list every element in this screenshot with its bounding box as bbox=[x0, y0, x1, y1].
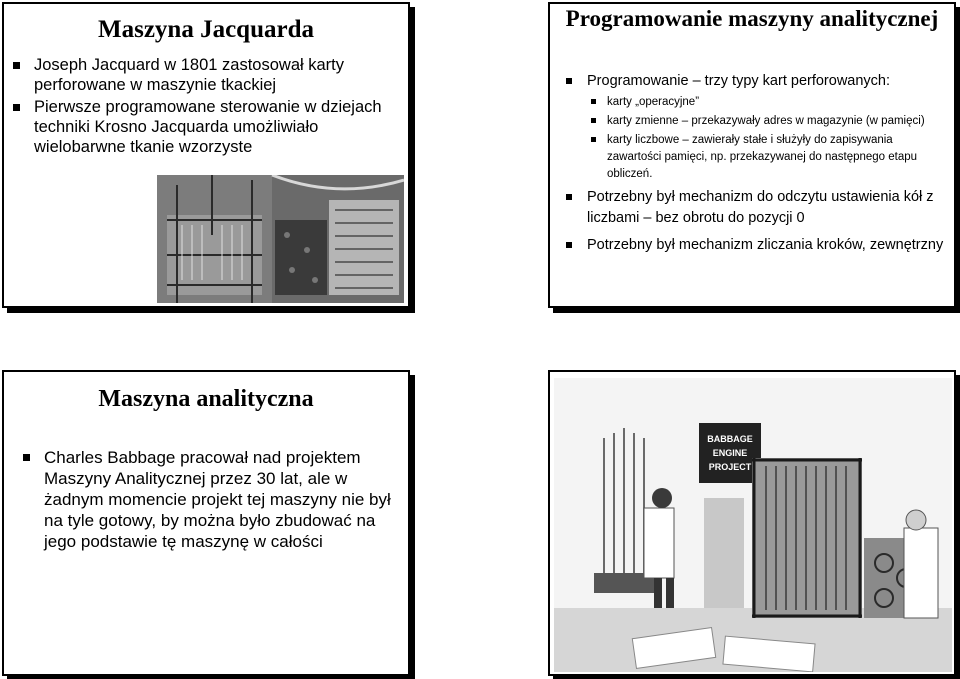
slide-programming bbox=[548, 2, 956, 308]
slide-analytical-engine bbox=[2, 370, 410, 676]
slide-engine-photo bbox=[548, 370, 956, 676]
sign-line-3: PROJECT bbox=[708, 462, 752, 472]
bullet-item: Potrzebny był mechanizm do odczytu ustawienia kół z liczbami – bez obrotu do pozycji 0 bbox=[559, 187, 944, 229]
bullet-text: Programowanie – trzy typy kart perforowanych: bbox=[587, 73, 891, 89]
bullet-item: Joseph Jacquard w 1801 zastosował karty perforowane w maszynie tkackiej bbox=[6, 55, 396, 95]
sub-bullet-item: karty liczbowe – zawierały stałe i służyły do zapisywania zawartości pamięci, np. przekazywanej do następnego etapu obliczeń. bbox=[587, 132, 944, 183]
sign-line-2: ENGINE bbox=[712, 448, 748, 458]
sub-bullet-item: karty „operacyjne” bbox=[587, 94, 944, 111]
sub-bullet-list bbox=[587, 94, 944, 183]
slide-title: Maszyna analityczna bbox=[98, 386, 314, 412]
slide-jacquard bbox=[2, 2, 410, 308]
slide-title: Maszyna Jacquarda bbox=[98, 16, 314, 43]
bullet-item: Pierwsze programowane sterowanie w dziejach techniki Krosno Jacquarda umożliwiało wielobarwne tkanie wzorzyste bbox=[6, 97, 396, 157]
bullet-item: Charles Babbage pracował nad projektem Maszyny Analitycznej przez 30 lat, ale w żadnym momencie projekt tej maszyny nie był na tyle gotowy, by można było zbudować na jego podstawie tę maszynę w całości bbox=[16, 447, 406, 552]
sub-bullet-item: karty zmienne – przekazywały adres w magazynie (w pamięci) bbox=[587, 113, 944, 130]
jacquard-loom-photo bbox=[157, 175, 404, 303]
bullet-list bbox=[6, 55, 396, 159]
bullet-list bbox=[559, 71, 944, 256]
bullet-item bbox=[559, 71, 944, 183]
slide-title: Programowanie maszyny analitycznej bbox=[565, 6, 939, 31]
sign-line-1: BABBAGE bbox=[707, 434, 753, 444]
bullet-item: Potrzebny był mechanizm zliczania kroków, zewnętrzny bbox=[559, 235, 944, 256]
bullet-list bbox=[16, 447, 406, 552]
babbage-engine-photo bbox=[554, 378, 952, 672]
